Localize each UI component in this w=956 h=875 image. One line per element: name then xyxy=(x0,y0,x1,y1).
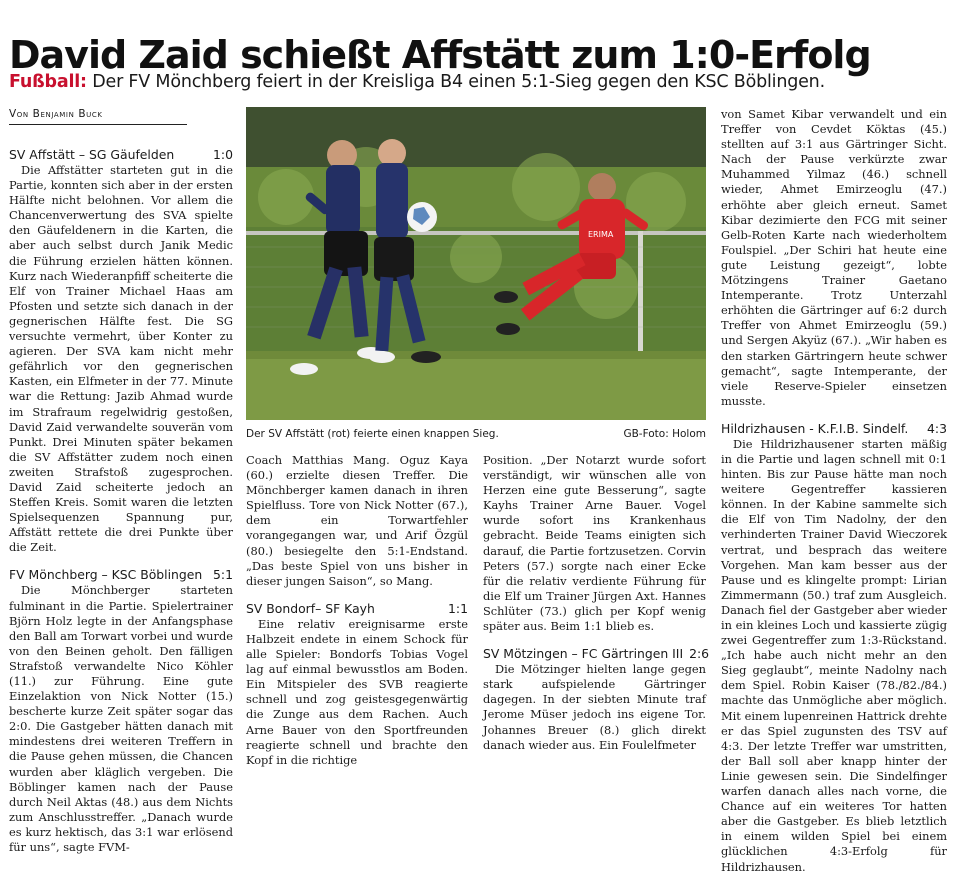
photo-caption-row xyxy=(246,427,706,441)
subhead-kicker: Fußball: xyxy=(9,72,87,92)
match-report: von Samet Kibar verwandelt und ein Treffer von Cevdet Köktas (45.) stellten auf 3:1 aus Gärtringer Sicht. Nach der Pause verkürzte zwar Muhammed Yilmaz (46.) schnell wieder, Ahmet Emirzeoglu (47.) erhöhte aber gleich erneut. Samet Kibar dezimierte den FCG mit seiner Gelb-Roten Karte nach wiederholtem Foulspiel. „Der Schiri hat heute eine gute Leistung gezeigt“, lobte Mötzingens Trainer Gaetano Intemperante. Trotz Unterzahl erhöhten die Gärtringer auf 6:2 durch Treffer von Ahmet Emirzeoglu (59.) und Sergen Akyüz (67.). „Wir haben es den starken Gärtringern heute schwer gemacht“, sagte Intemperante, der viele Reserve-Spieler einsetzen musste. xyxy=(721,107,947,408)
match-photo xyxy=(246,107,706,420)
match-teams: SV Affstätt – SG Gäufelden xyxy=(9,147,175,162)
jersey-text: ERIMA xyxy=(588,230,614,239)
match-report: Position. „Der Notarzt wurde sofort verständigt, wir wünschen alle von Herzen eine gute Besserung“, sagte Kayhs Trainer Arne Bauer. Vogel wurde sofort ins Krankenhaus gebracht. Beide Teams einigten sich darauf, die Partie fortzusetzen. Corvin Peters (57.) sorgte nach einer Ecke für die relativ verdiente Führung für die Elf um Trainer Jürgen Axt. Hannes Schlüter (73.) glich per Kopf wenig später aus. Beim 1:1 blieb es. xyxy=(483,453,706,634)
photo-credit: GB-Foto: Holom xyxy=(623,428,706,440)
match-score: 2:6 xyxy=(689,646,710,662)
match-teams: SV Mötzingen – FC Gärtringen III xyxy=(483,646,684,662)
match-score: 1:1 xyxy=(448,600,468,616)
football-scene-image xyxy=(246,107,706,420)
byline: Von Benjamin Buck xyxy=(9,107,187,125)
match-report: Die Mönchberger starteten fulminant in die Partie. Spielertrainer Björn Holz legte in der Anfangsphase den Ball am Torwart vorbei und wurde von den Beinen geholt. Den fälligen Strafstoß verwandelte Nico Köhler (11.) zur Führung. Eine gute Einzelaktion von Nick Notter (15.) bescherte kurze Zeit später sogar das 2:0. Die Gastgeber hätten danach mit mindestens drei weiteren Treffern in die Pause gehen müssen, die Chancen wurden aber kläglich vergeben. Die Böblinger kamen nach der Pause durch Neil Aktas (48.) aus dem Nichts zum Anschlusstreffer. „Danach wurde es kurz hektisch, das 3:1 war erlösend für uns“, sagte FVM- xyxy=(9,583,233,855)
headline: David Zaid schießt Affstätt zum 1:0-Erfolg xyxy=(9,33,871,78)
match-report: Coach Matthias Mang. Oguz Kaya (60.) erzielte diesen Treffer. Die Mönchberger kamen danach in ihren Spielfluss. Tore von Nick Notter (67.), dem ein Torwartfehler vorangegangen war, und Arif Özgül (80.) besiegelte den 5:1-Endstand. „Das beste Spiel von uns bisher in dieser jungen Saison“, so Mang. xyxy=(246,453,468,588)
article-column-4 xyxy=(721,107,947,875)
match-teams: Hildrizhausen - K.F.I.B. Sindelf. xyxy=(721,420,909,436)
match-report: Die Hildrizhausener starten mäßig in die Partie und lagen schnell mit 0:1 hinten. Bis zur Pause hätte man noch weitere Gegentreffer kassieren können. In der Kabine sammelte sich die Elf von Tim Nadolny, der den verhinderten Trainer David Wieczorek vertrat, und besprach das weitere Vorgehen. Man kam besser aus der Pause und es klingelte prompt: Lirian Zimmermann (50.) traf zum Ausgleich. Danach fiel der Gastgeber aber wieder in ein kleines Loch und kassierte zügig zwei Gegentreffer zum 1:3-Rückstand. „Ich habe auch nicht mehr an den Sieg geglaubt“, meinte Nadolny nach dem Spiel. Robin Kaiser (78./82./84.) machte das Unmögliche aber möglich. Mit einem lupenreinen Hattrick drehte er das Spiel zugunsten des TSV auf 4:3. Der letzte Treffer war umstritten, der Ball soll aber knapp hinter der Linie gewesen sein. Die Sindelfinger warfen danach alles nach vorne, die Chance auf ein weiteres Tor hatten aber die Gastgeber. Es blieb letztlich in einem wilden Spiel bei einem glücklichen 4:3-Erfolg für Hildrizhausen. xyxy=(721,436,947,874)
article-column-3 xyxy=(483,453,710,753)
match-header xyxy=(483,645,710,662)
match-header xyxy=(246,600,468,617)
match-report: Die Mötzinger hielten lange gegen stark aufspielende Gärtringer dagegen. In der siebten Minute traf Jerome Müser jedoch ins eigene Tor. Johannes Breuer (8.) glich direkt danach wieder aus. Ein Foulelfmeter xyxy=(483,662,706,752)
subheadline xyxy=(9,71,949,93)
photo-caption: Der SV Affstätt (rot) feierte einen knappen Sieg. xyxy=(246,428,499,440)
match-score: 1:0 xyxy=(213,147,233,162)
match-score: 5:1 xyxy=(213,567,233,583)
article-column-2 xyxy=(246,453,468,768)
match-teams: FV Mönchberg – KSC Böblingen xyxy=(9,567,203,583)
match-report: Eine relativ ereignisarme erste Halbzeit endete in einem Schock für alle Spieler: Bondorfs Tobias Vogel lag auf einmal bewusstlos am Boden. Ein Mitspieler des SVB reagierte schnell und zog geistesgegenwärtig die Zunge aus dem Rachen. Auch Arne Bauer von den Sportfreunden reagierte schnell und brachte den Kopf in die richtige xyxy=(246,616,468,767)
match-header xyxy=(721,420,947,437)
match-header xyxy=(9,146,233,163)
match-report: Die Affstätter starteten gut in die Partie, konnten sich aber in der ersten Hälfte nicht belohnen. Vor allem die Chancenverwertung des SVA spielte den Gäufeldenern in die Karten, die aber auch selbst durch Janik Medic die Führung erzielen hätten können. Kurz nach Wiederanpfiff scheiterte die Elf von Trainer Michael Haas am Pfosten und setzte sich danach in der gegnerischen Hälfte fest. Die SG versuchte vermehrt, über Konter zu agieren. Der SVA kam nicht mehr gefährlich vor den gegnerischen Kasten, ein Elfmeter in der 77. Minute war die Rettung: Jazib Ahmad wurde im Strafraum regelwidrig gestoßen, David Zaid verwandelte souverän vom Punkt. Drei Minuten später bekamen die SV Affstätter zudem noch einen zweiten Strafstoß zugesprochen. David Zaid scheiterte jedoch an Steffen Kreis. Somit waren die letzten Spielsequenzen Spannung pur, Affstätt rettete die drei Punkte über die Zeit. xyxy=(9,163,233,555)
match-header xyxy=(9,566,233,583)
match-teams: SV Bondorf– SF Kayh xyxy=(246,600,375,616)
article-column-1 xyxy=(9,146,233,855)
subhead-text: Der FV Mönchberg feiert in der Kreisliga B4 einen 5:1-Sieg gegen den KSC Böblingen. xyxy=(86,72,825,92)
match-score: 4:3 xyxy=(927,420,947,436)
